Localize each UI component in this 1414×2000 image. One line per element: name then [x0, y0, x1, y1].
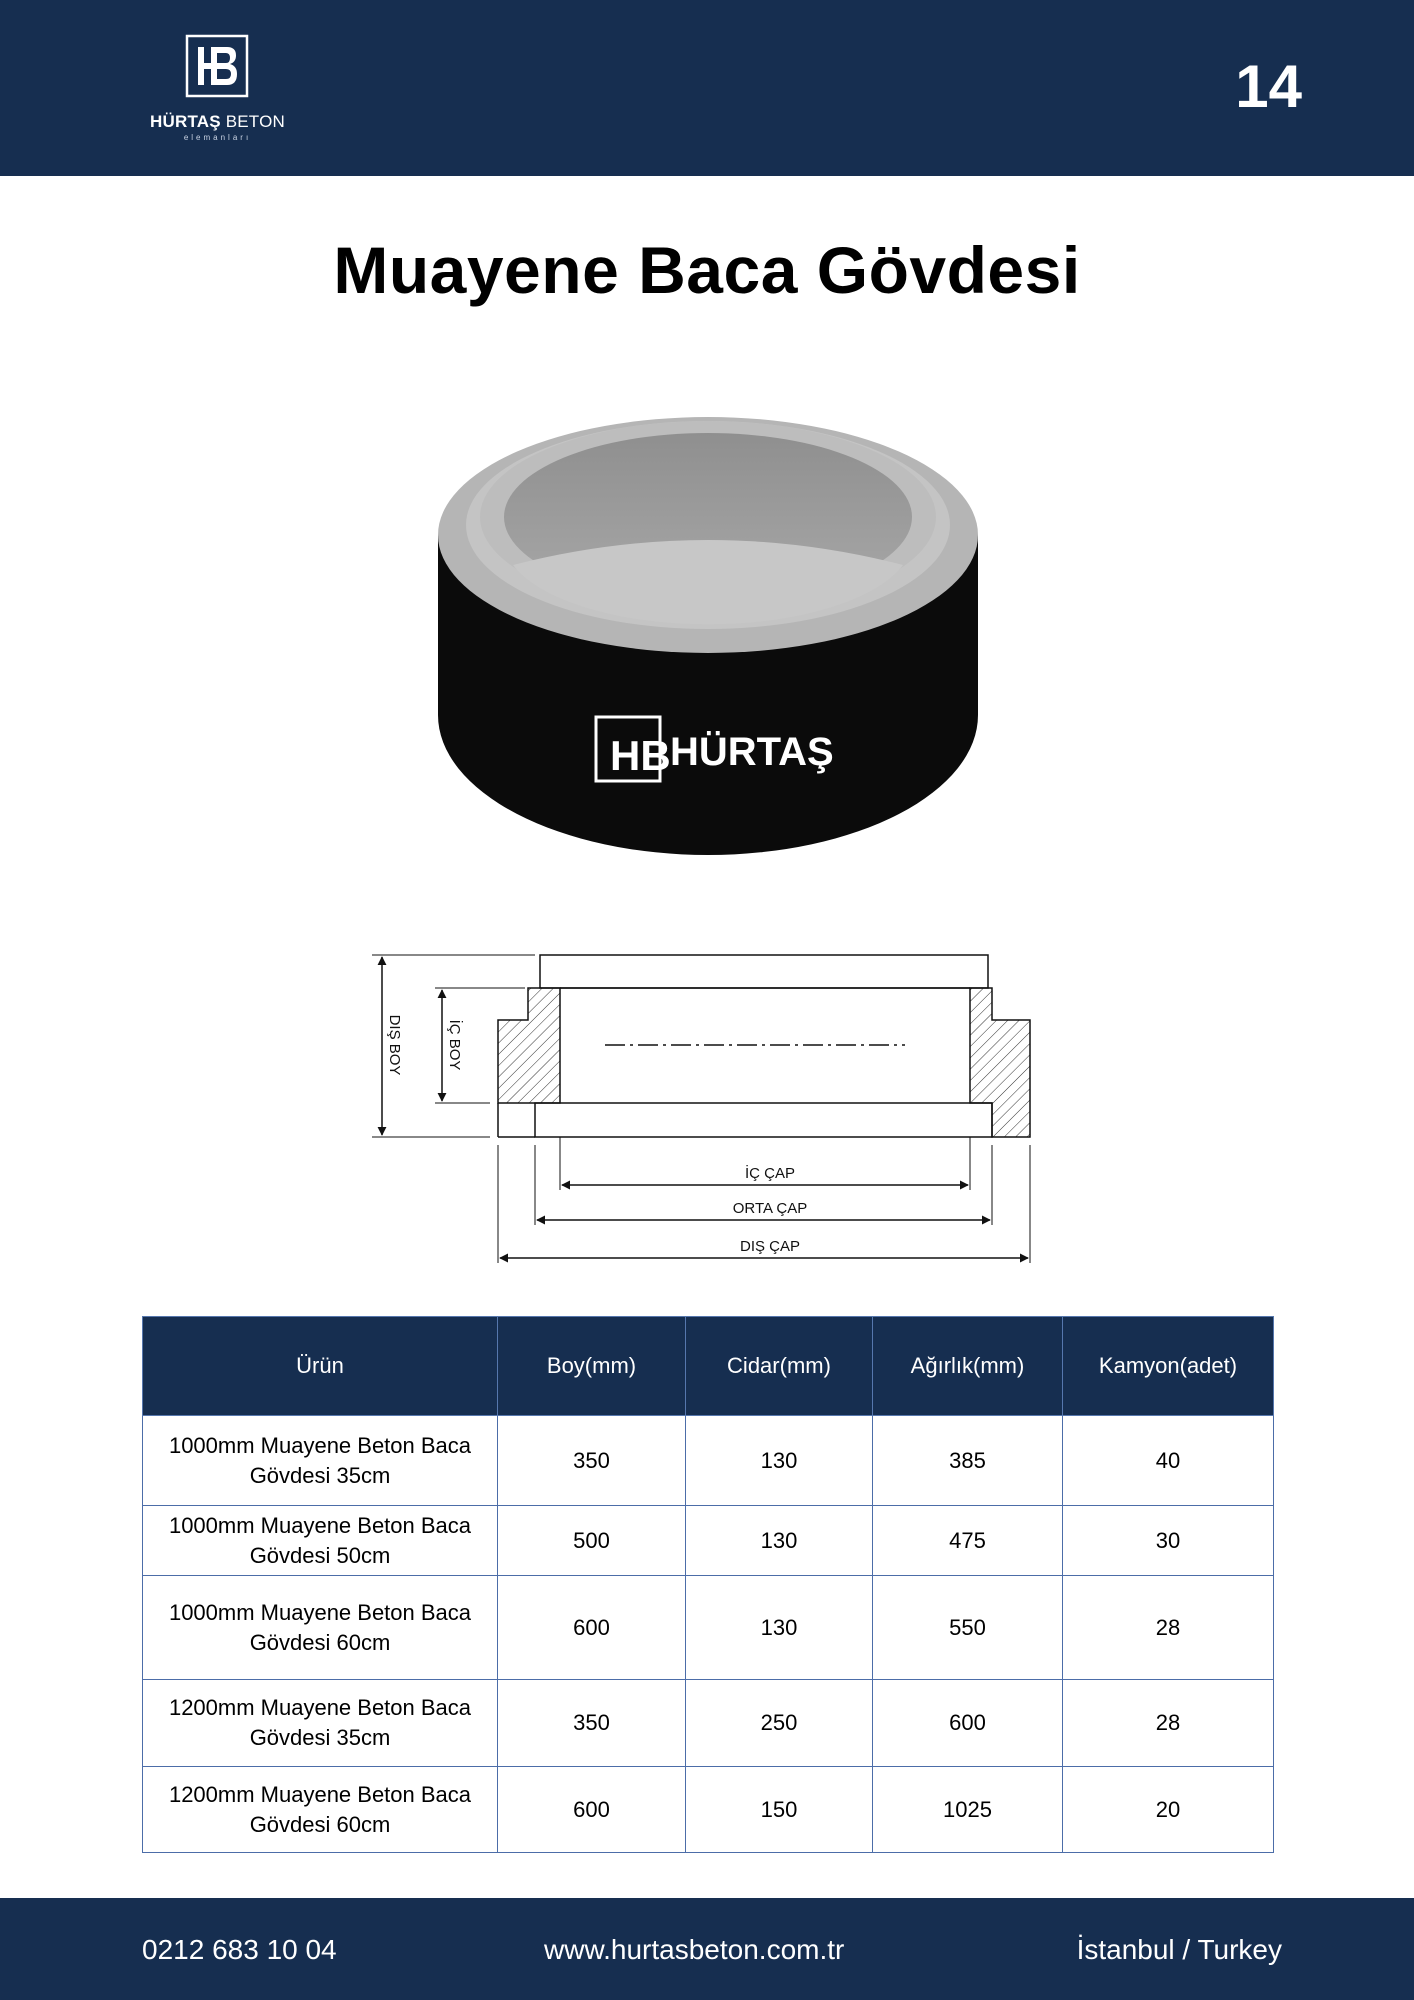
cell-kamyon: 30 — [1063, 1506, 1274, 1576]
label-ic-boy: İÇ BOY — [446, 1019, 463, 1071]
cell-product: 1000mm Muayene Beton Baca Gövdesi 60cm — [143, 1576, 498, 1680]
cell-kamyon: 28 — [1063, 1576, 1274, 1680]
brand-subtitle: elemanları — [183, 133, 252, 142]
header-kamyon: Kamyon(adet) — [1063, 1317, 1274, 1416]
header-boy: Boy(mm) — [498, 1317, 686, 1416]
cell-boy: 500 — [498, 1506, 686, 1576]
cell-cidar: 250 — [686, 1680, 873, 1767]
label-ic-cap: İÇ ÇAP — [744, 1165, 796, 1182]
header-agirlik: Ağırlık(mm) — [873, 1317, 1063, 1416]
cell-kamyon: 40 — [1063, 1416, 1274, 1506]
cell-kamyon: 20 — [1063, 1767, 1274, 1853]
cell-product: 1200mm Muayene Beton Baca Gövdesi 60cm — [143, 1767, 498, 1853]
header-urun: Ürün — [143, 1317, 498, 1416]
table-row — [143, 1416, 1274, 1506]
footer-location: İstanbul / Turkey — [1076, 1934, 1282, 1965]
cell-cidar: 130 — [686, 1506, 873, 1576]
brand-name: HÜRTAŞ BETON — [150, 112, 285, 131]
footer-phone: 0212 683 10 04 — [142, 1934, 337, 1965]
cell-agirlik: 475 — [873, 1506, 1063, 1576]
page-number: 14 — [1235, 53, 1302, 120]
cell-agirlik: 1025 — [873, 1767, 1063, 1853]
cell-product: 1200mm Muayene Beton Baca Gövdesi 35cm — [143, 1680, 498, 1767]
label-orta-cap: ORTA ÇAP — [732, 1200, 808, 1217]
page-footer — [0, 1898, 1414, 2000]
table-header-row — [143, 1317, 1274, 1416]
cell-agirlik: 550 — [873, 1576, 1063, 1680]
page-title: Muayene Baca Gövdesi — [333, 233, 1081, 307]
header-cidar: Cidar(mm) — [686, 1317, 873, 1416]
label-dis-cap: DIŞ ÇAP — [739, 1238, 801, 1255]
technical-drawing — [370, 945, 1050, 1265]
table-row — [143, 1506, 1274, 1576]
cell-cidar: 150 — [686, 1767, 873, 1853]
cell-boy: 350 — [498, 1416, 686, 1506]
cell-agirlik: 385 — [873, 1416, 1063, 1506]
cell-agirlik: 600 — [873, 1680, 1063, 1767]
svg-text:HB: HB — [610, 732, 671, 779]
company-logo — [145, 34, 290, 144]
product-photo — [418, 385, 998, 870]
table-row — [143, 1680, 1274, 1767]
cell-boy: 350 — [498, 1680, 686, 1767]
table-row — [143, 1767, 1274, 1853]
cell-boy: 600 — [498, 1767, 686, 1853]
table-row — [143, 1576, 1274, 1680]
page-header — [0, 0, 1414, 176]
cell-kamyon: 28 — [1063, 1680, 1274, 1767]
cell-product: 1000mm Muayene Beton Baca Gövdesi 35cm — [143, 1416, 498, 1506]
hb-logo-icon — [185, 34, 249, 98]
photo-brand-text: HÜRTAŞ — [670, 730, 834, 774]
cell-boy: 600 — [498, 1576, 686, 1680]
cell-cidar: 130 — [686, 1576, 873, 1680]
label-dis-boy: DIŞ BOY — [386, 1014, 403, 1076]
spec-table — [142, 1316, 1274, 1853]
cell-cidar: 130 — [686, 1416, 873, 1506]
footer-website-link[interactable]: www.hurtasbeton.com.tr — [544, 1934, 845, 1965]
cell-product: 1000mm Muayene Beton Baca Gövdesi 50cm — [143, 1506, 498, 1576]
